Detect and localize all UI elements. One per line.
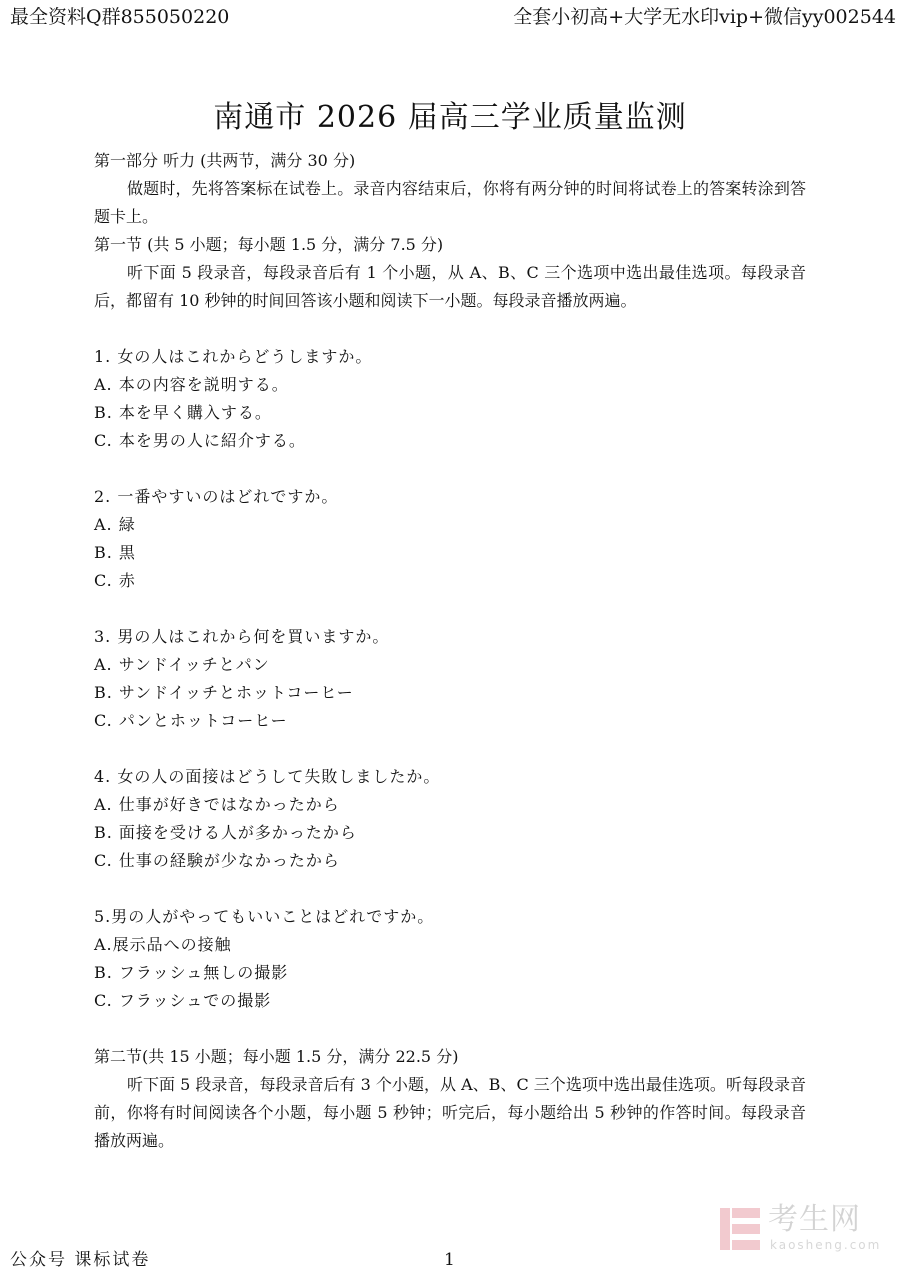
kaosheng-logo-icon [718,1204,762,1254]
section2-instructions: 听下面 5 段录音，每段录音后有 3 个小题，从 A、B、C 三个选项中选出最佳选项。听每段录音前，你将有时间阅读各个小题，每小题 5 秒钟；听完后，每小题给出 5 秒钟的作答时间。每段录音播放两遍。 [94,1075,806,1150]
watermark [718,1200,888,1260]
logo-bar-bottom [732,1240,760,1250]
option-a: A. 緑 [94,515,136,534]
section2-heading: 第二节(共 15 小题；每小题 1.5 分，满分 22.5 分) [94,1047,459,1066]
option-c: C. パンとホットコーヒー [94,711,288,730]
question-stem: 3. 男の人はこれから何を買いますか。 [94,627,390,646]
option-c: C. 赤 [94,571,136,590]
option-c: C. フラッシュでの撮影 [94,991,272,1010]
question-2 [94,483,806,595]
option-a: A.展示品への接触 [94,935,232,954]
logo-bar-left [720,1208,730,1250]
question-1 [94,343,806,455]
option-c: C. 本を男の人に紹介する。 [94,431,306,450]
page-number: 1 [444,1250,455,1270]
question-stem: 2. 一番やすいのはどれですか。 [94,487,339,506]
question-stem: 5.男の人がやってもいいことはどれですか。 [94,907,435,926]
header-left-text: 最全资料Q群855050220 [10,6,230,28]
question-3 [94,623,806,735]
header-right-text: 全套小初高+大学无水印vip+微信yy002544 [513,6,896,28]
option-a: A. 仕事が好きではなかったから [94,795,340,814]
option-b: B. 面接を受ける人が多かったから [94,823,357,842]
part1-instructions: 做题时，先将答案标在试卷上。录音内容结束后，你将有两分钟的时间将试卷上的答案转涂到答题卡上。 [94,179,806,226]
option-b: B. サンドイッチとホットコーヒー [94,683,354,702]
section2 [94,1043,806,1155]
question-4 [94,763,806,875]
logo-bar-middle [732,1224,760,1234]
watermark-url: kaosheng.com [770,1238,882,1252]
footer-left-text: 公众号 课标试卷 [10,1250,151,1270]
section1-instructions: 听下面 5 段录音，每段录音后有 1 个小题，从 A、B、C 三个选项中选出最佳选项。每段录音后，都留有 10 秒钟的时间回答该小题和阅读下一小题。每段录音播放两遍。 [94,263,806,310]
option-a: A. 本の内容を説明する。 [94,375,289,394]
logo-bar-top [732,1208,760,1218]
document-title: 南通市 2026 届高三学业质量监测 [213,100,687,135]
option-b: B. 黒 [94,543,136,562]
question-stem: 4. 女の人の面接はどうして失敗しましたか。 [94,767,441,786]
document-body [94,147,806,1015]
part1-heading: 第一部分 听力 (共两节，满分 30 分) [94,151,356,170]
question-stem: 1. 女の人はこれからどうしますか。 [94,347,373,366]
option-b: B. フラッシュ無しの撮影 [94,963,289,982]
option-c: C. 仕事の経験が少なかったから [94,851,340,870]
watermark-brand: 考生网 [768,1202,861,1237]
section1-heading: 第一节 (共 5 小题；每小题 1.5 分，满分 7.5 分) [94,235,444,254]
question-5 [94,903,806,1015]
option-a: A. サンドイッチとパン [94,655,270,674]
option-b: B. 本を早く購入する。 [94,403,272,422]
